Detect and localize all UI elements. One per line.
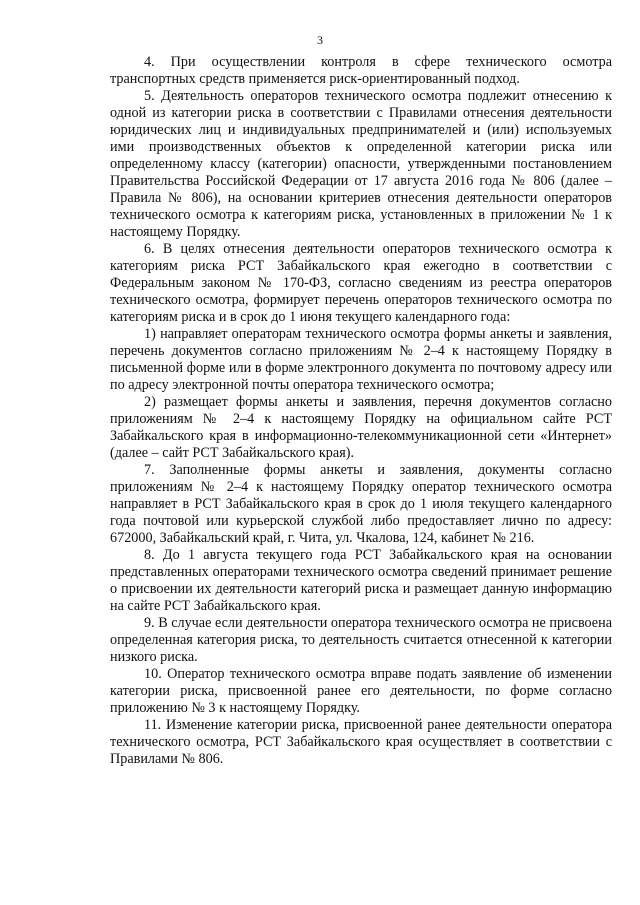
paragraph-11: 11. Изменение категории риска, присвоенной ранее деятельности оператора технического осмотра, РСТ Забайкальского края осуществляет в соответствии с Правилами № 806. bbox=[110, 717, 612, 767]
paragraph-4: 4. При осуществлении контроля в сфере технического осмотра транспортных средств применяется риск-ориентированный подход. bbox=[110, 54, 612, 87]
paragraph-6-item-1: 1) направляет операторам технического осмотра формы анкеты и заявления, перечень документов согласно приложениям № 2–4 к настоящему Порядку в письменной форме или в форме электронного документа по почтовому адресу или по адресу электронной почты оператора технического осмотра; bbox=[110, 326, 612, 393]
document-body bbox=[110, 54, 612, 768]
paragraph-9: 9. В случае если деятельности оператора технического осмотра не присвоена определенная категория риска, то деятельность считается отнесенной к категории низкого риска. bbox=[110, 615, 612, 665]
paragraph-6: 6. В целях отнесения деятельности операторов технического осмотра к категориям риска РСТ Забайкальского края ежегодно в соответствии с Федеральным законом № 170-ФЗ, согласно сведениям из реестра операторов технического осмотра, формирует перечень операторов технического осмотра по категориям риска и в срок до 1 июня текущего календарного года: bbox=[110, 241, 612, 325]
page-number: 3 bbox=[317, 33, 323, 47]
paragraph-8: 8. До 1 августа текущего года РСТ Забайкальского края на основании представленных операторами технического осмотра сведений принимает решение о присвоении их деятельности категорий риска и размещает данную информацию на сайте РСТ Забайкальского края. bbox=[110, 547, 612, 614]
paragraph-7: 7. Заполненные формы анкеты и заявления, документы согласно приложениям № 2–4 к настоящему Порядку оператор технического осмотра направляет в РСТ Забайкальского края в срок до 1 июля текущего календарного года почтовой или курьерской службой либо предоставляет лично по адресу: 672000, Забайкальский край, г. Чита, ул. Чкалова, 124, кабинет № 216. bbox=[110, 462, 612, 546]
paragraph-5: 5. Деятельность операторов технического осмотра подлежит отнесению к одной из категории риска в соответствии с Правилами отнесения деятельности юридических лиц и индивидуальных предпринимателей и (или) используемых ими производственных объектов к определенной категории риска или определенному классу (категории) опасности, утвержденными постановлением Правительства Российской Федерации от 17 августа 2016 года № 806 (далее – Правила № 806), на основании критериев отнесения деятельности операторов технического осмотра к категориям риска, установленных в приложении № 1 к настоящему Порядку. bbox=[110, 88, 612, 240]
paragraph-10: 10. Оператор технического осмотра вправе подать заявление об изменении категории риска, присвоенной ранее его деятельности, по форме согласно приложению № 3 к настоящему Порядку. bbox=[110, 666, 612, 716]
paragraph-6-item-2: 2) размещает формы анкеты и заявления, перечня документов согласно приложениям № 2–4 к настоящему Порядку на официальном сайте РСТ Забайкальского края в информационно-телекоммуникационной сети «Интернет» (далее – сайт РСТ Забайкальского края). bbox=[110, 394, 612, 461]
